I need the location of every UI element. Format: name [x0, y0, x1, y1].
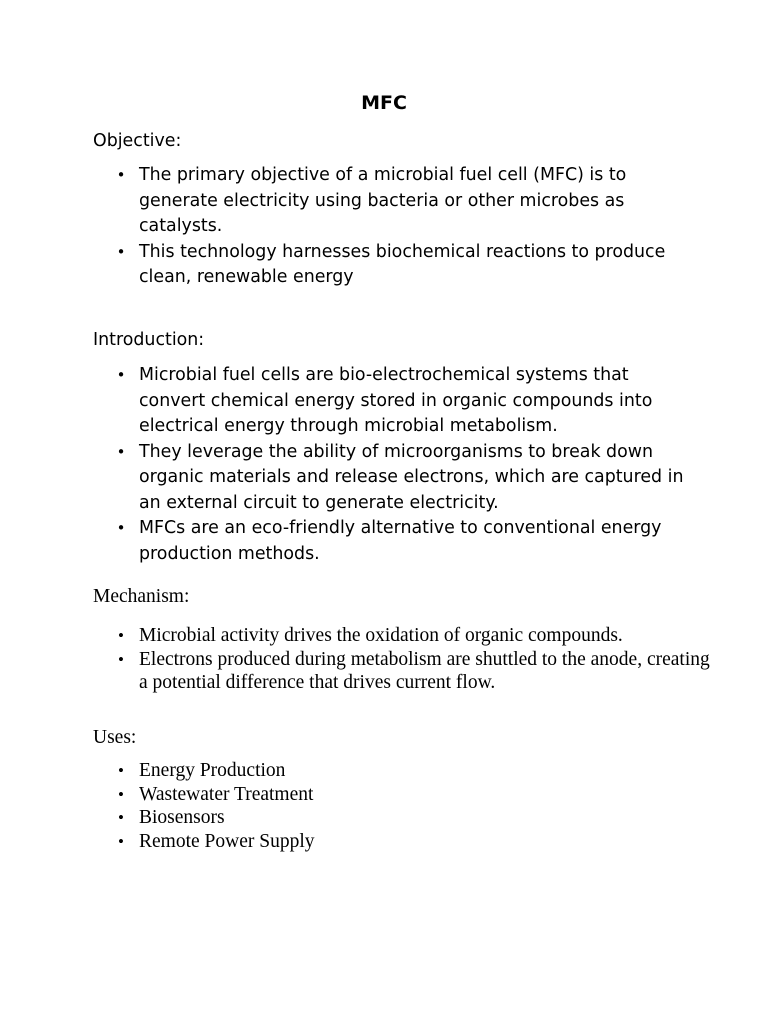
- list-item-text: The primary objective of a microbial fuel cell (MFC) is to generate electricity using bacteria or other microbes as catalysts.: [139, 165, 627, 236]
- bullet-icon: •: [118, 761, 124, 780]
- list-item-text: Microbial activity drives the oxidation of organic compounds.: [139, 625, 623, 646]
- list-item: [118, 830, 699, 854]
- list-item-text: Electrons produced during metabolism are shuttled to the anode, creating a potential difference that drives current flow.: [139, 648, 710, 693]
- list-item-text: Remote Power Supply: [139, 830, 315, 852]
- list-item-text: Biosensors: [139, 807, 225, 828]
- uses-heading: Uses:: [93, 727, 137, 748]
- list-item-text: This technology harnesses biochemical reactions to produce clean, renewable energy: [139, 241, 666, 287]
- bullet-icon: •: [116, 366, 126, 384]
- bullet-icon: •: [118, 649, 124, 669]
- document-title: MFC: [361, 92, 407, 114]
- objective-list: [116, 163, 699, 291]
- bullet-icon: •: [116, 442, 126, 461]
- bullet-icon: •: [118, 831, 124, 851]
- mechanism-list: [118, 624, 719, 695]
- introduction-heading: Introduction:: [93, 330, 205, 350]
- list-item: [116, 363, 699, 440]
- list-item: [116, 163, 699, 240]
- list-item: [118, 806, 699, 830]
- list-item: [118, 624, 719, 648]
- list-item: [116, 240, 699, 291]
- bullet-icon: •: [116, 519, 126, 537]
- list-item: [118, 648, 719, 695]
- list-item-text: They leverage the ability of microorganisms to break down organic materials and release electrons, which are captured in an external circuit to generate electricity.: [139, 441, 684, 513]
- list-item: [116, 516, 699, 567]
- list-item-text: Wastewater Treatment: [139, 783, 314, 805]
- bullet-icon: •: [116, 166, 126, 184]
- bullet-icon: •: [118, 626, 124, 645]
- list-item: [118, 759, 699, 783]
- objective-heading: Objective:: [93, 131, 182, 151]
- list-item-text: Microbial fuel cells are bio-electrochemical systems that convert chemical energy stored in organic compounds into electrical energy through microbial metabolism.: [139, 365, 653, 436]
- bullet-icon: •: [116, 242, 126, 261]
- list-item: [116, 440, 699, 517]
- introduction-list: [116, 363, 699, 567]
- mechanism-heading: Mechanism:: [93, 586, 190, 607]
- bullet-icon: •: [118, 784, 124, 804]
- list-item-text: MFCs are an eco-friendly alternative to conventional energy production methods.: [139, 518, 662, 564]
- list-item: [118, 783, 699, 807]
- bullet-icon: •: [118, 808, 124, 827]
- list-item-text: Energy Production: [139, 760, 286, 781]
- uses-list: [118, 759, 699, 853]
